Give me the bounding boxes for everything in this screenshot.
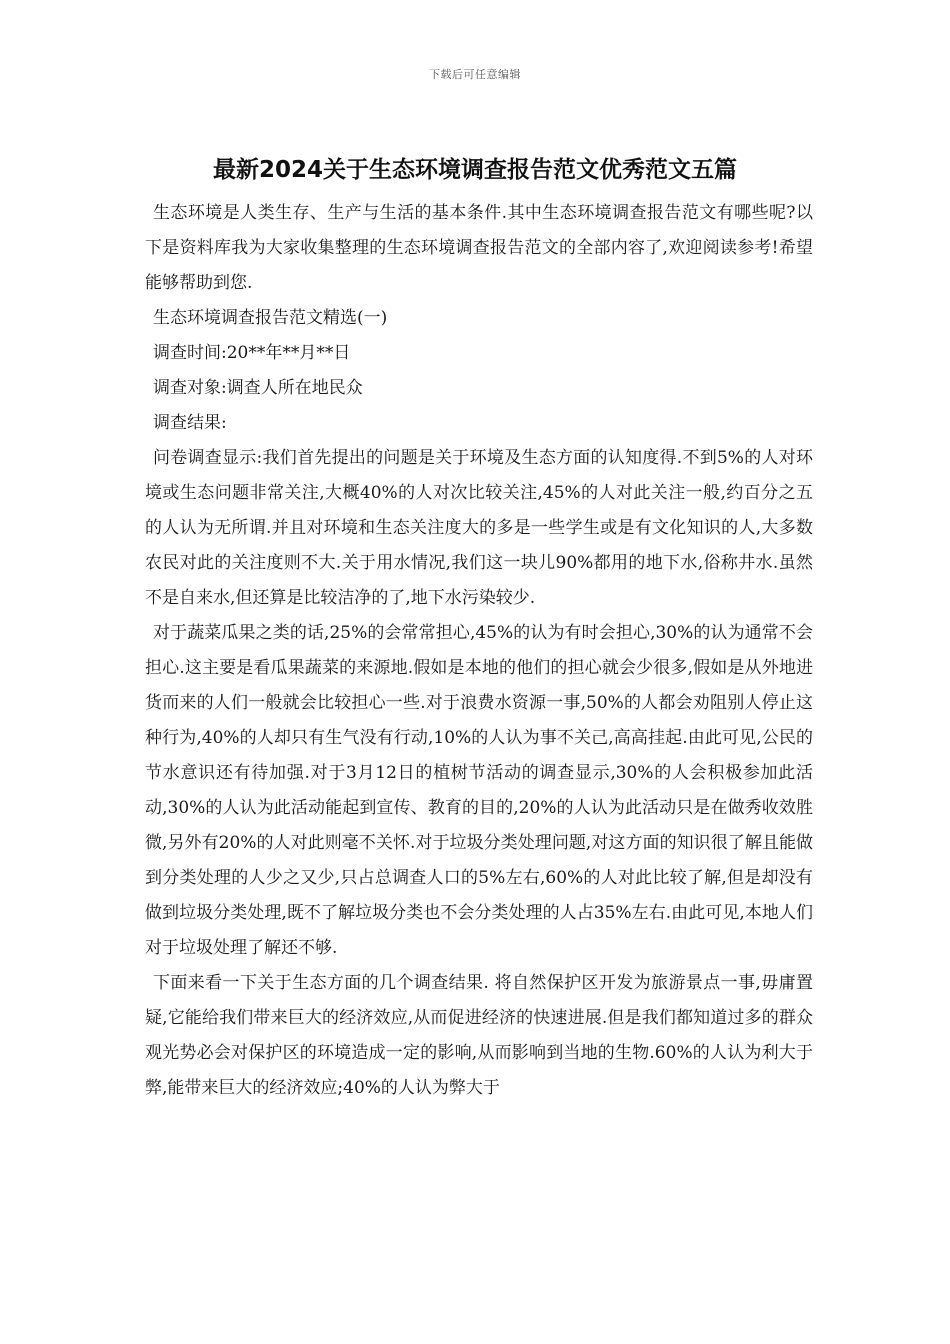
paragraph-survey-subject: 调查对象:调查人所在地民众 <box>153 378 363 398</box>
paragraph-survey-time: 调查时间:20**年**月**日 <box>153 343 351 363</box>
paragraph-ecology: 下面来看一下关于生态方面的几个调查结果. 将自然保护区开发为旅游景点一事,毋庸置疑,它能给我们带来巨大的经济效应,从而促进经济的快速进展.但是我们都知道过多的群众观光势必会对保护区的环境造成一定的影响,从而影响到当地的生物.60%的人认为利大于弊,能带来巨大的经济效应;40%的人认为弊大于 <box>145 973 813 1098</box>
paragraph-intro: 生态环境是人类生存、生产与生活的基本条件.其中生态环境调查报告范文有哪些呢?以下是资料库我为大家收集整理的生态环境调查报告范文的全部内容了,欢迎阅读参考!希望能够帮助到您. <box>145 203 813 293</box>
paragraph-vegetables: 对于蔬菜瓜果之类的话,25%的会常常担心,45%的认为有时会担心,30%的认为通常不会担心.这主要是看瓜果蔬菜的来源地.假如是本地的他们的担心就会少很多,假如是从外地进货而来的人们一般就会比较担心一些.对于浪费水资源一事,50%的人都会劝阻别人停止这种行为,40%的人却只有生气没有行动,10%的人认为事不关己,高高挂起.由此可见,公民的节水意识还有待加强.对于3月12日的植树节活动的调查显示,30%的人会积极参加此活动,30%的人认为此活动能起到宣传、教育的目的,20%的人认为此活动只是在做秀收效胜微,另外有20%的人对此则毫不关怀.对于垃圾分类处理问题,对这方面的知识很了解且能做到分类处理的人少之又少,只占总调查人口的5%左右,60%的人对此比较了解,但是却没有做到垃圾分类处理,既不了解垃圾分类也不会分类处理的人占35%左右.由此可见,本地人们对于垃圾处理了解还不够. <box>145 623 813 958</box>
header-note: 下载后可任意编辑 <box>429 68 521 81</box>
document-title: 最新2024关于生态环境调查报告范文优秀范文五篇 <box>212 157 737 183</box>
document-body <box>145 196 813 1106</box>
paragraph-questionnaire: 问卷调查显示:我们首先提出的问题是关于环境及生态方面的认知度得.不到5%的人对环境或生态问题非常关注,大概40%的人对次比较关注,45%的人对此关注一般,约百分之五的人认为无所谓.并且对环境和生态关注度大的多是一些学生或是有文化知识的人,大多数农民对此的关注度则不大.关于用水情况,我们这一块儿90%都用的地下水,俗称井水.虽然不是自来水,但还算是比较洁净的了,地下水污染较少. <box>145 448 813 608</box>
paragraph-survey-result-label: 调查结果: <box>153 413 227 433</box>
paragraph-section-heading: 生态环境调查报告范文精选(一) <box>153 308 388 328</box>
